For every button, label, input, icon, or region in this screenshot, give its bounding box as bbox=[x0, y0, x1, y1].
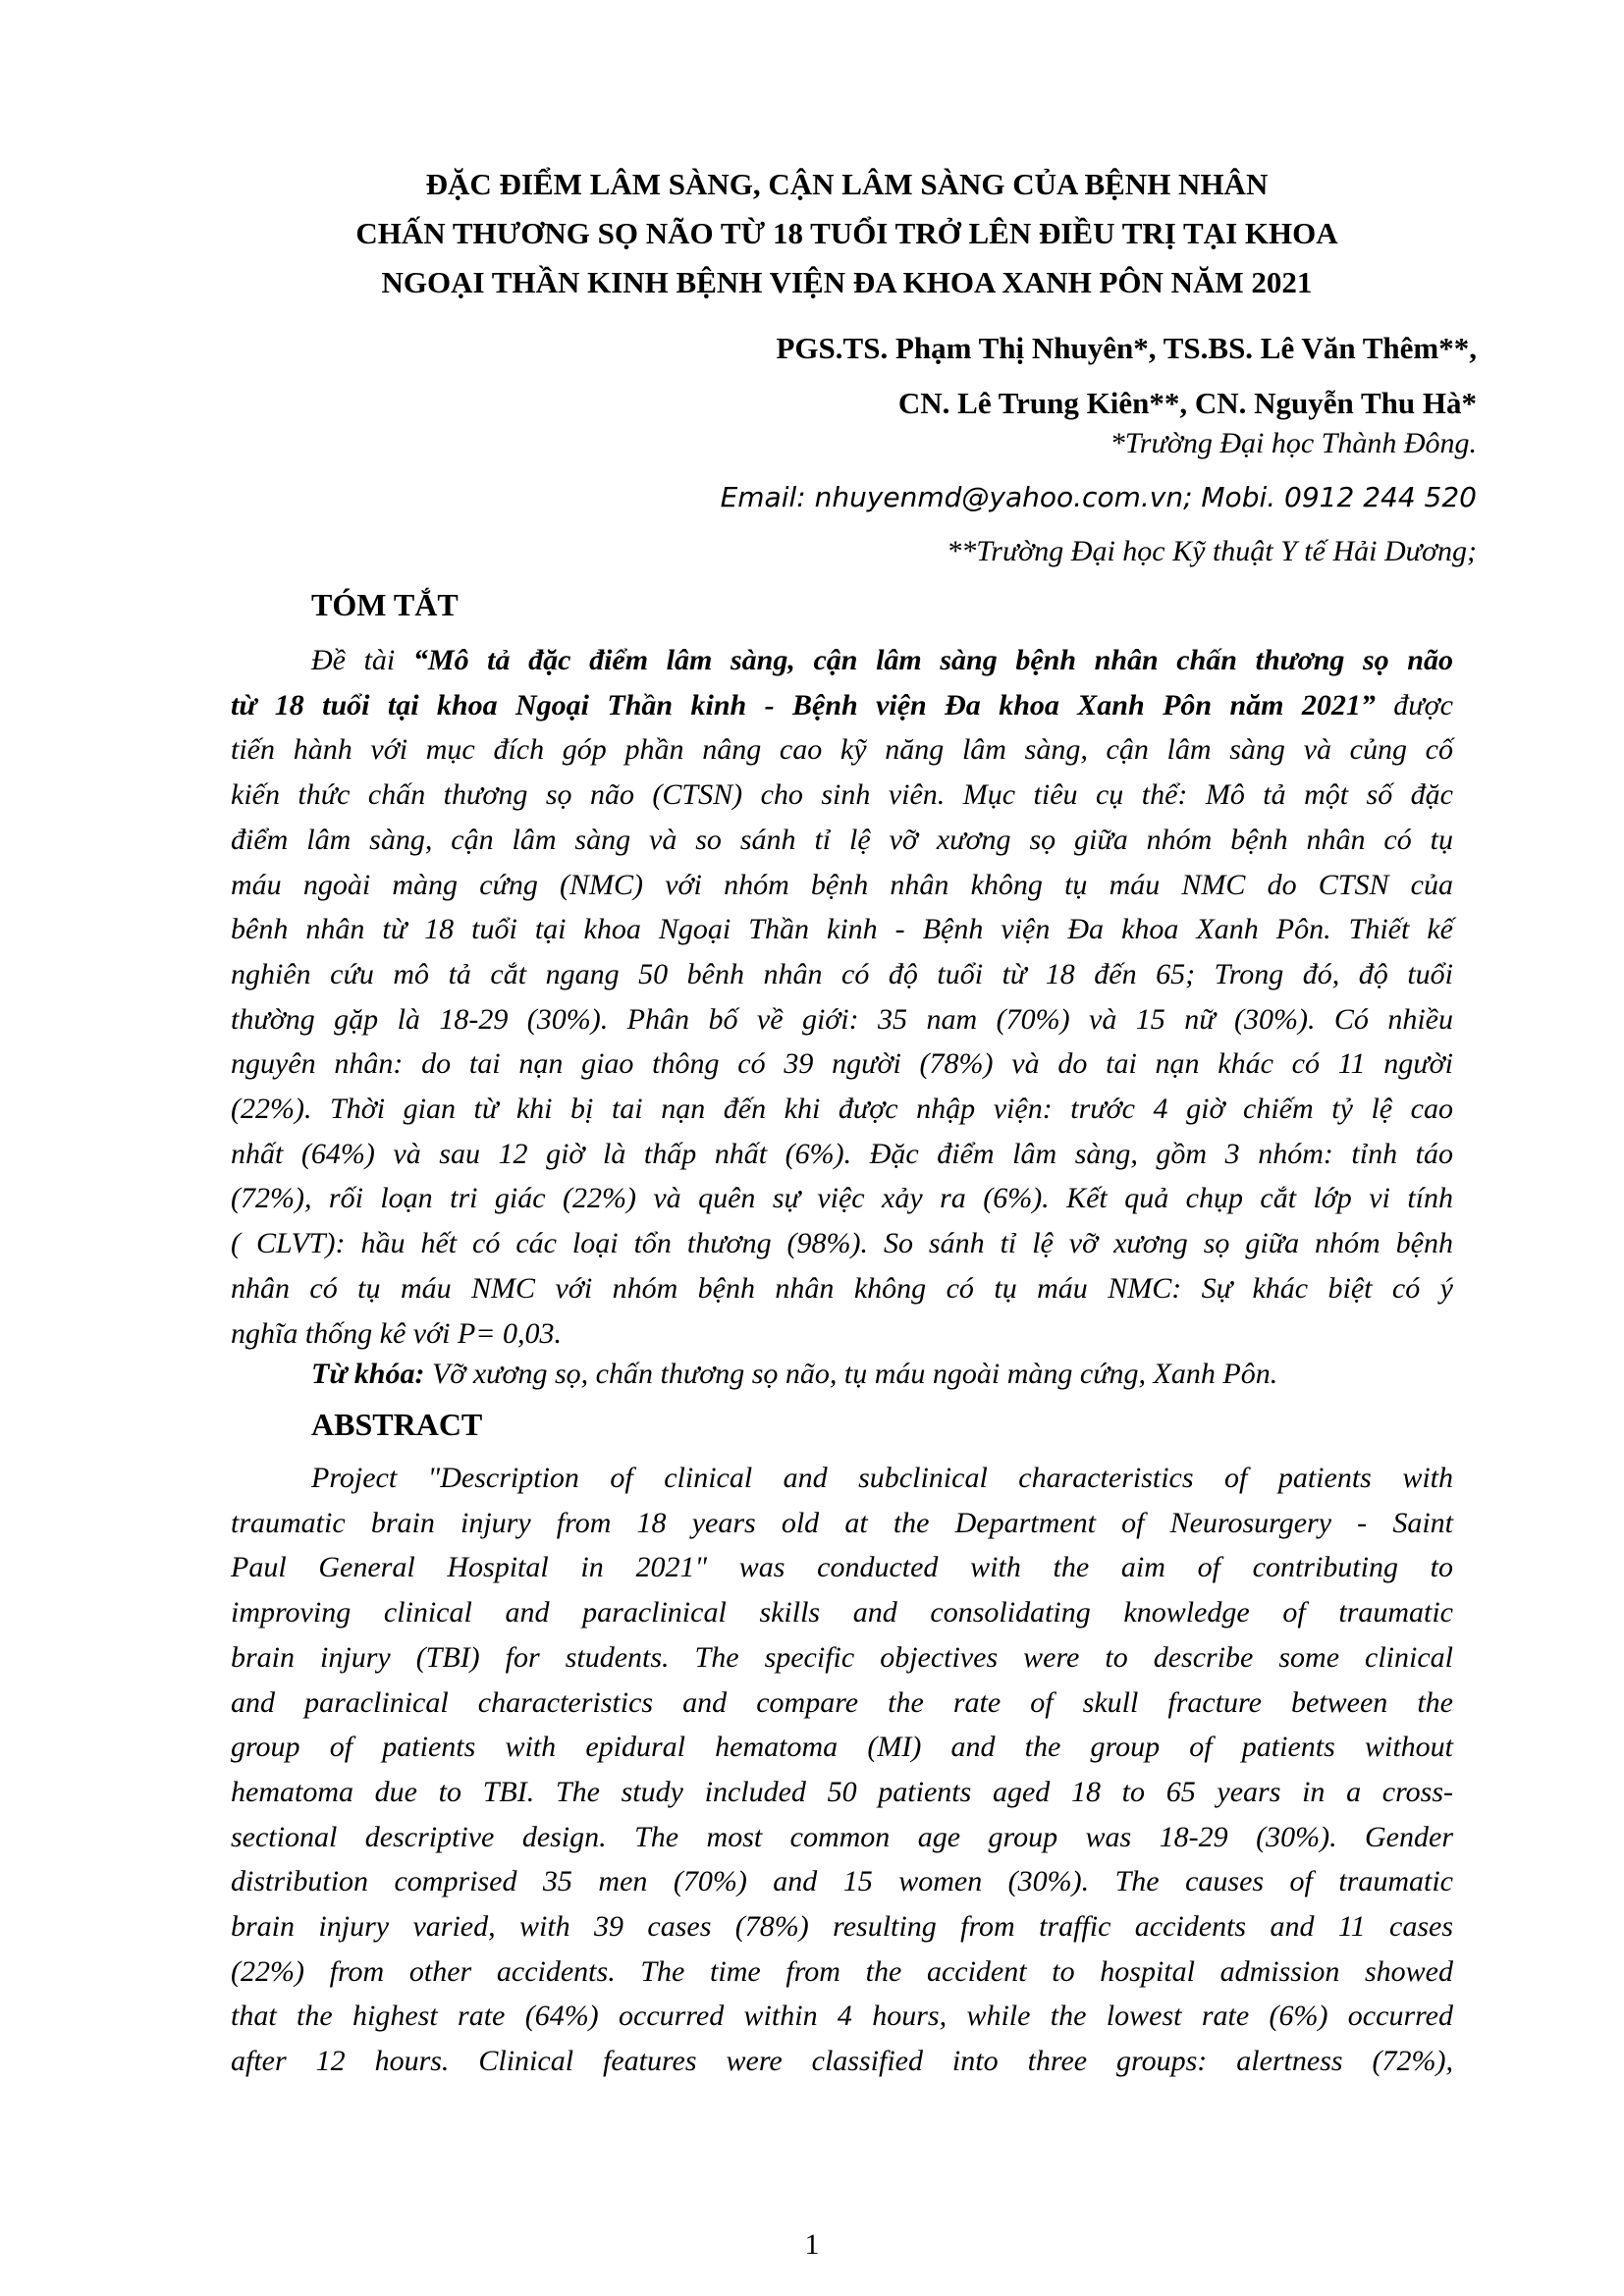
abstract-line: Project "Description of clinical and subclinical characteristics of patients with bbox=[311, 1462, 1453, 1494]
abstract-heading: ABSTRACT bbox=[311, 1407, 483, 1442]
author-line: CN. Lê Trung Kiên**, CN. Nguyễn Thu Hà* bbox=[897, 386, 1477, 420]
summary-line bbox=[231, 638, 1453, 683]
keywords-line bbox=[311, 1358, 1277, 1391]
title-line: ĐẶC ĐIỂM LÂM SÀNG, CẬN LÂM SÀNG CỦA BỆNH NHÂN bbox=[425, 167, 1269, 201]
summary-line: nghĩa thống kê với P= 0,03. bbox=[231, 1316, 563, 1350]
summary-line: ( CLVT): hầu hết có các loại tổn thương (98%). So sánh tỉ lệ vỡ xương sọ giữa nhóm bệnh bbox=[231, 1227, 1453, 1260]
summary-line: điểm lâm sàng, cận lâm sàng và so sánh tỉ lệ vỡ xương sọ giữa nhóm bệnh nhân có tụ bbox=[231, 823, 1453, 856]
author-line: PGS.TS. Phạm Thị Nhuyên*, TS.BS. Lê Văn Thêm**, bbox=[776, 331, 1477, 365]
affiliation-1: *Trường Đại học Thành Đông. bbox=[1110, 427, 1477, 459]
summary-line: bênh nhân từ 18 tuổi tại khoa Ngoại Thần kinh - Bệnh viện Đa khoa Xanh Pôn. Thiết kế bbox=[231, 913, 1453, 946]
summary-line: máu ngoài màng cứng (NMC) với nhóm bệnh nhân không tụ máu NMC do CTSN của bbox=[231, 868, 1453, 901]
keywords-label: Từ khóa: bbox=[311, 1358, 425, 1390]
paper-title bbox=[226, 160, 1468, 307]
summary-heading: TÓM TẮT bbox=[311, 587, 459, 622]
summary-line: kiến thức chấn thương sọ não (CTSN) cho sinh viên. Mục tiêu cụ thể: Mô tả một số đặc bbox=[231, 778, 1453, 812]
summary-line: nhất (64%) và sau 12 giờ là thấp nhất (6%). Đặc điểm lâm sàng, gồm 3 nhóm: tỉnh táo bbox=[231, 1137, 1453, 1170]
keywords-text: Vỡ xương sọ, chấn thương sọ não, tụ máu ngoài màng cứng, Xanh Pôn. bbox=[424, 1358, 1278, 1390]
abstract-line: hematoma due to TBI. The study included 50 patients aged 18 to 65 years in a cross- bbox=[231, 1775, 1453, 1808]
summary-prefix: Đề tài bbox=[311, 644, 413, 676]
summary-line: tiến hành với mục đích góp phần nâng cao kỹ năng lâm sàng, cận lâm sàng và củng cố bbox=[231, 733, 1453, 767]
abstract-paragraph bbox=[231, 1456, 1453, 2084]
abstract-line: (22%) from other accidents. The time from the accident to hospital admission showed bbox=[231, 1954, 1453, 1988]
author-list bbox=[776, 321, 1477, 431]
abstract-line: brain injury (TBI) for students. The specific objectives were to describe some clinical bbox=[231, 1640, 1453, 1674]
summary-line: thường gặp là 18-29 (30%). Phân bố về giới: 35 nam (70%) và 15 nữ (30%). Có nhiều bbox=[231, 1002, 1453, 1036]
summary-line: nhân có tụ máu NMC với nhóm bệnh nhân không có tụ máu NMC: Sự khác biệt có ý bbox=[231, 1271, 1453, 1305]
page-number: 1 bbox=[804, 2228, 820, 2261]
abstract-line: Paul General Hospital in 2021" was conducted with the aim of contributing to bbox=[231, 1551, 1453, 1584]
abstract-line: that the highest rate (64%) occurred within 4 hours, while the lowest rate (6%) occurred bbox=[231, 2000, 1453, 2033]
abstract-line: group of patients with epidural hematoma (MI) and the group of patients without bbox=[231, 1731, 1453, 1764]
summary-text: được bbox=[1375, 688, 1453, 721]
abstract-line: brain injury varied, with 39 cases (78%) resulting from traffic accidents and 11 cases bbox=[231, 1910, 1453, 1944]
abstract-line: sectional descriptive design. The most common age group was 18-29 (30%). Gender bbox=[231, 1820, 1453, 1853]
abstract-line: distribution comprised 35 men (70%) and 15 women (30%). The causes of traumatic bbox=[231, 1865, 1453, 1898]
abstract-line: and paraclinical characteristics and compare the rate of skull fracture between the bbox=[231, 1685, 1453, 1719]
affiliation-2: **Trường Đại học Kỹ thuật Y tế Hải Dương; bbox=[947, 535, 1477, 567]
summary-line: (22%). Thời gian từ khi bị tai nạn đến khi được nhập viện: trước 4 giờ chiếm tỷ lệ cao bbox=[231, 1093, 1453, 1126]
title-line: CHẤN THƯƠNG SỌ NÃO TỪ 18 TUỔI TRỞ LÊN ĐIỀU TRỊ TẠI KHOA bbox=[355, 216, 1338, 250]
abstract-line: traumatic brain injury from 18 years old at the Department of Neurosurgery - Saint bbox=[231, 1506, 1453, 1539]
summary-topic-bold: từ 18 tuổi tại khoa Ngoại Thần kinh - Bệnh viện Đa khoa Xanh Pôn năm 2021” bbox=[231, 688, 1376, 721]
abstract-line: after 12 hours. Clinical features were classified into three groups: alertness (72%), bbox=[231, 2045, 1453, 2078]
summary-topic-bold: “Mô tả đặc điểm lâm sàng, cận lâm sàng bệnh nhân chấn thương sọ não bbox=[412, 644, 1453, 676]
summary-line: (72%), rối loạn tri giác (22%) và quên sự việc xảy ra (6%). Kết quả chụp cắt lớp vi tính bbox=[231, 1182, 1453, 1215]
summary-line: nghiên cứu mô tả cắt ngang 50 bênh nhân có độ tuổi từ 18 đến 65; Trong đó, độ tuổi bbox=[231, 957, 1453, 990]
contact-info: Email: nhuyenmd@yahoo.com.vn; Mobi. 0912 244 520 bbox=[720, 481, 1477, 513]
title-line: NGOẠI THẦN KINH BỆNH VIỆN ĐA KHOA XANH PÔN NĂM 2021 bbox=[381, 265, 1313, 299]
abstract-line: improving clinical and paraclinical skills and consolidating knowledge of traumatic bbox=[231, 1596, 1453, 1629]
summary-paragraph bbox=[231, 638, 1453, 1356]
summary-line: nguyên nhân: do tai nạn giao thông có 39 người (78%) và do tai nạn khác có 11 người bbox=[231, 1047, 1453, 1081]
summary-line bbox=[231, 683, 1453, 728]
